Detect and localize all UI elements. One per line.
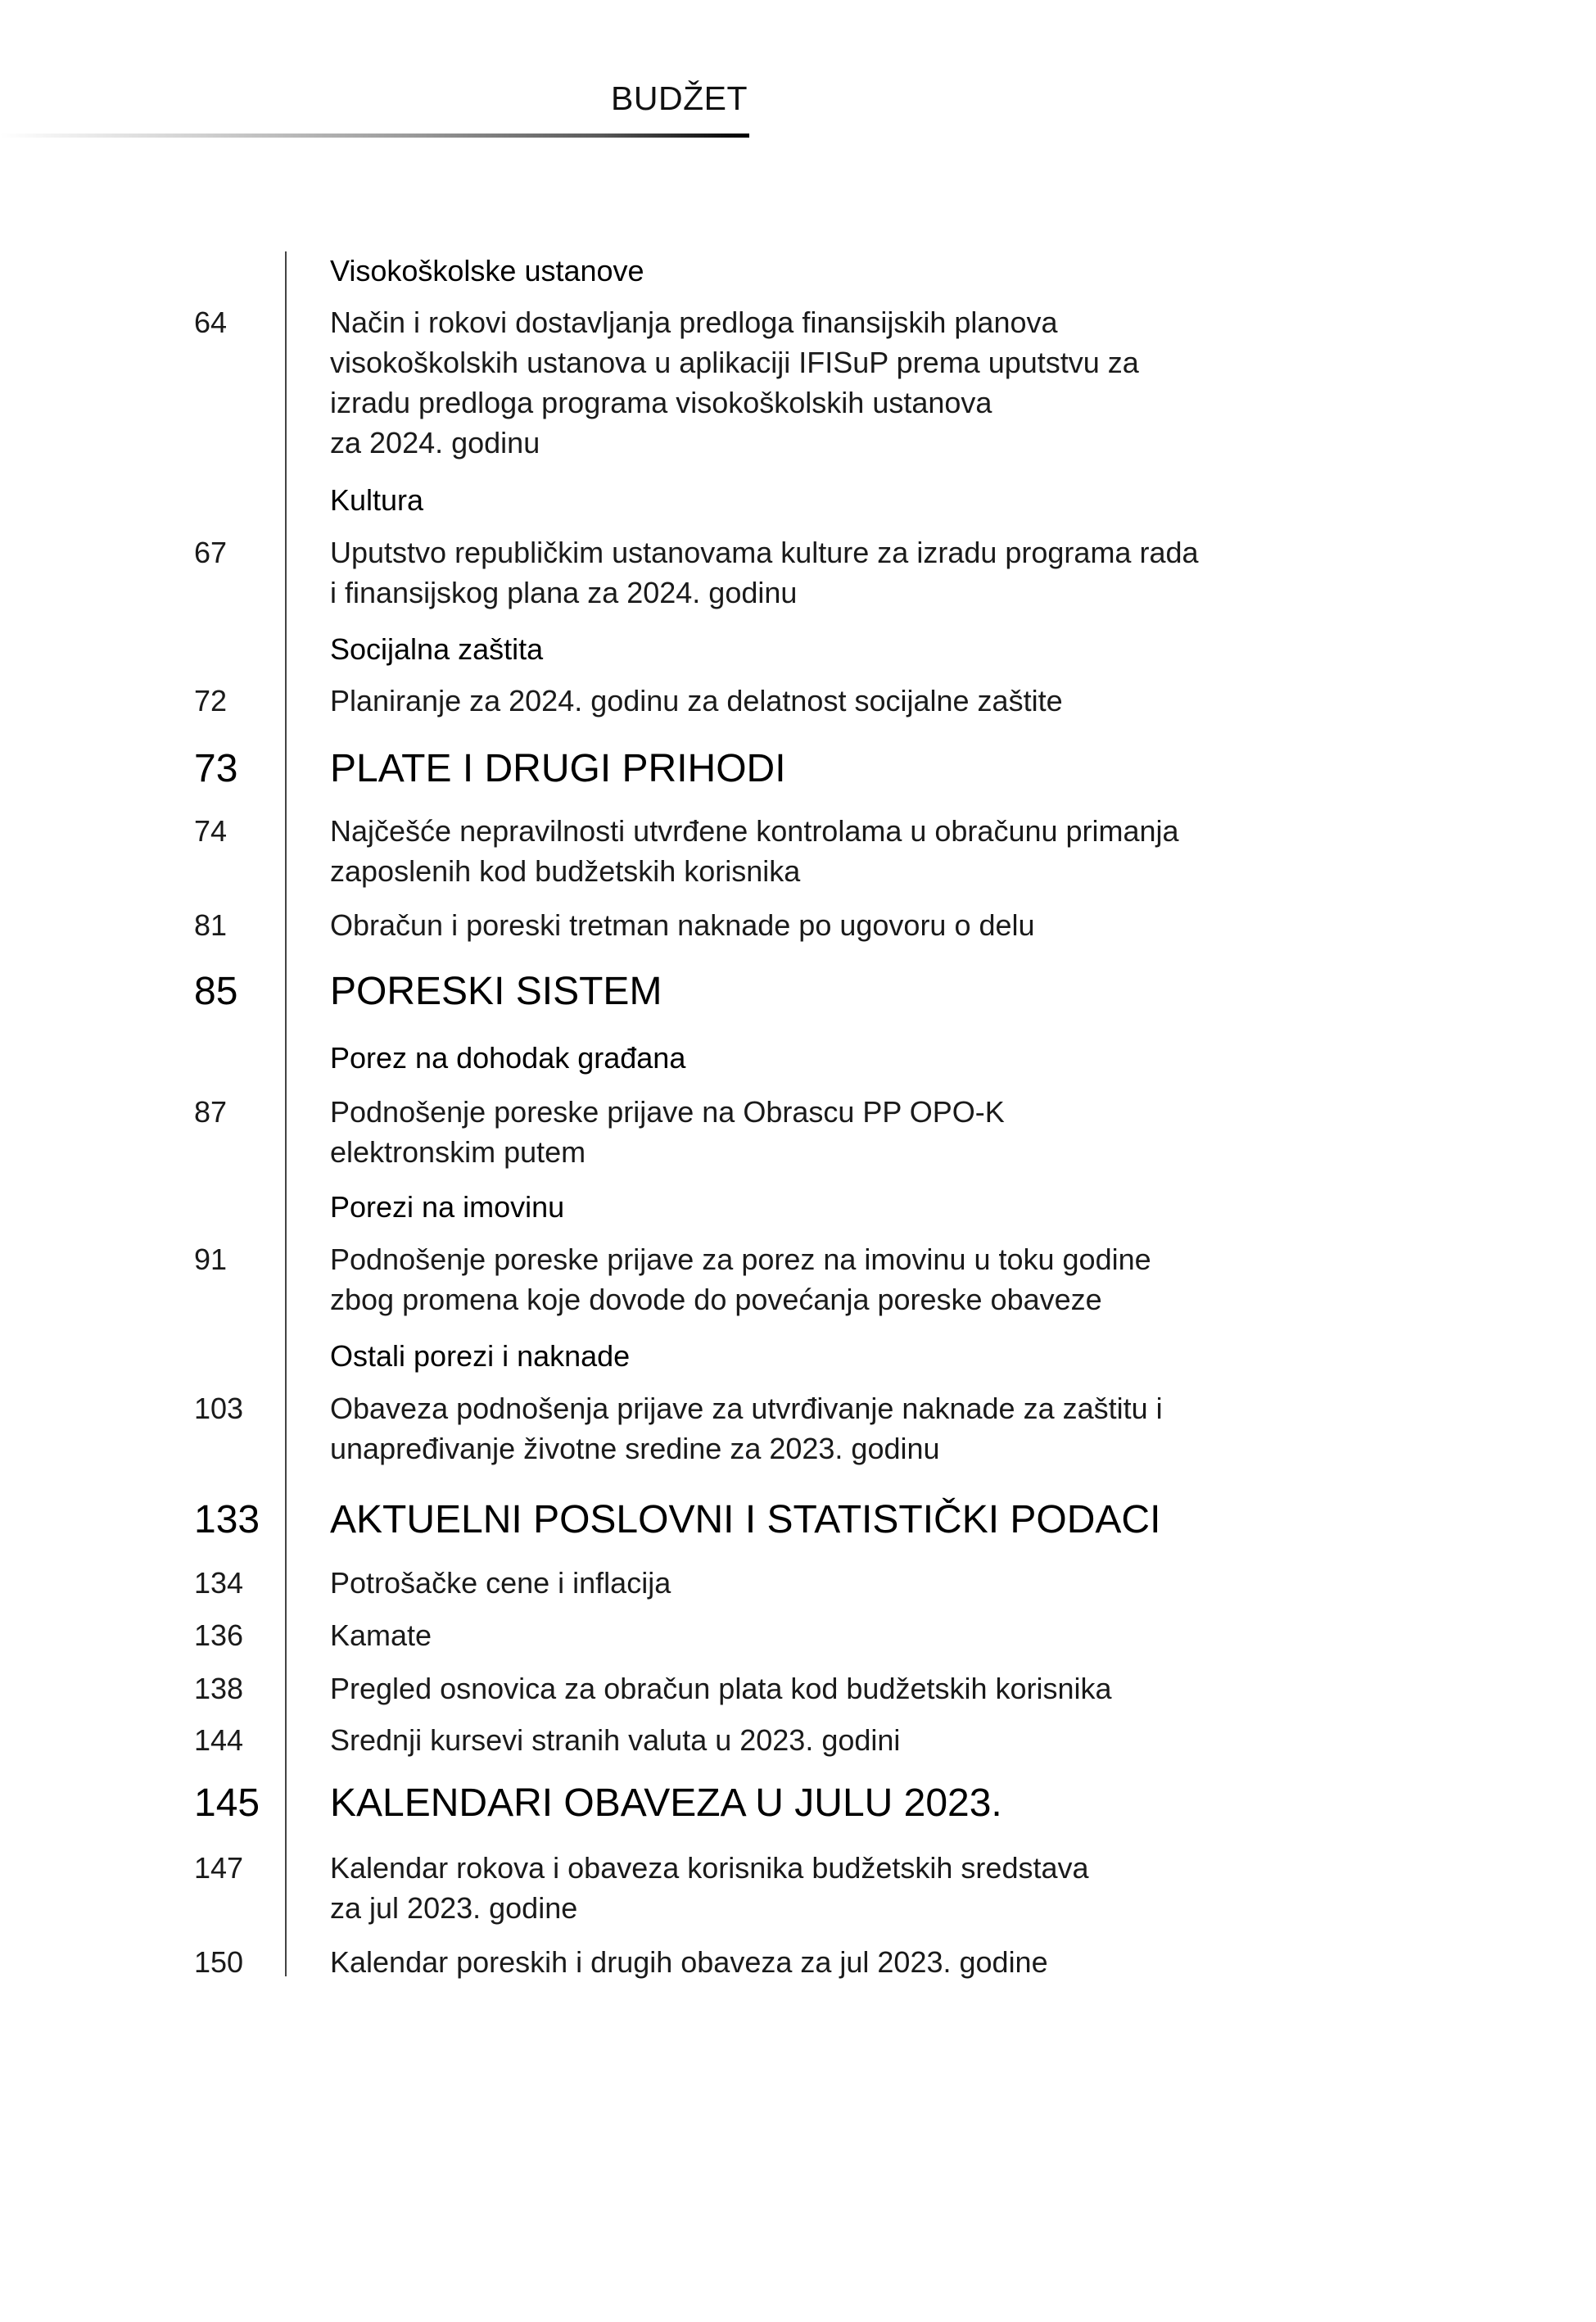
toc-section-title: Porez na dohodak građana: [330, 1041, 686, 1075]
toc-section-title: Visokoškolske ustanove: [330, 254, 644, 287]
toc-entry-title[interactable]: Planiranje za 2024. godinu za delatnost socijalne zaštite: [330, 684, 1063, 717]
toc-section-title: Socijalna zaštita: [330, 632, 544, 666]
toc-page-number: 103: [194, 1392, 244, 1425]
toc-page-number: 67: [194, 536, 228, 569]
toc-chapter-title[interactable]: PORESKI SISTEM: [330, 970, 662, 1013]
toc-entry-title[interactable]: Obaveza podnošenja prijave za utvrđivanje naknade za zaštitu i unapređivanje životne sredine za 2023. godinu: [330, 1392, 1163, 1465]
toc-page-number: 74: [194, 814, 228, 848]
toc-entry-title[interactable]: Način i rokovi dostavljanja predloga finansijskih planova visokoškolskih ustanova u aplikaciji IFISuP prema uputstvu za izradu predloga programa visokoškolskih ustanova za 2024. godinu: [330, 306, 1139, 459]
toc-page-number: 147: [194, 1851, 244, 1885]
toc-section-title: Ostali porezi i naknade: [330, 1339, 631, 1373]
toc-chapter-title[interactable]: PLATE I DRUGI PRIHODI: [330, 747, 786, 790]
toc-entry-title[interactable]: Obračun i poreski tretman naknade po ugovoru o delu: [330, 908, 1035, 942]
running-title: BUDŽET: [611, 79, 748, 117]
toc-entry-title[interactable]: Kalendar rokova i obaveza korisnika budžetskih sredstava za jul 2023. godine: [330, 1851, 1089, 1925]
toc-section-title: Porezi na imovinu: [330, 1190, 565, 1224]
toc-page-number: 87: [194, 1095, 228, 1129]
toc-section-title: Kultura: [330, 483, 424, 517]
toc-chapter-page-number: 73: [194, 747, 238, 790]
toc-entry-title[interactable]: Podnošenje poreske prijave na Obrascu PP OPO-K elektronskim putem: [330, 1095, 1005, 1169]
toc-entry-title[interactable]: Srednji kursevi stranih valuta u 2023. godini: [330, 1723, 901, 1757]
toc-page-number: 72: [194, 684, 228, 717]
toc-entry-title[interactable]: Kamate: [330, 1618, 432, 1652]
toc-chapter-title[interactable]: KALENDARI OBAVEZA U JULU 2023.: [330, 1781, 1002, 1825]
toc-page-number: 150: [194, 1945, 244, 1979]
toc-page-number: 136: [194, 1618, 244, 1652]
toc-entry-title[interactable]: Kalendar poreskih i drugih obaveza za jul 2023. godine: [330, 1945, 1048, 1979]
toc-chapter-page-number: 145: [194, 1781, 260, 1825]
toc-page-number: 91: [194, 1242, 228, 1276]
toc-page-number: 81: [194, 908, 228, 942]
toc-chapter-page-number: 133: [194, 1498, 260, 1541]
toc-chapter-title[interactable]: AKTUELNI POSLOVNI I STATISTIČKI PODACI: [330, 1498, 1161, 1541]
toc-page-number: 64: [194, 306, 228, 339]
toc-entry-title[interactable]: Pregled osnovica za obračun plata kod budžetskih korisnika: [330, 1672, 1112, 1705]
toc-column-divider: [285, 251, 287, 1976]
toc-entry-title[interactable]: Podnošenje poreske prijave za porez na imovinu u toku godine zbog promena koje dovode do povećanja poreske obaveze: [330, 1242, 1151, 1316]
toc-entry-title[interactable]: Uputstvo republičkim ustanovama kulture za izradu programa rada i finansijskog plana za 2024. godinu: [330, 536, 1199, 609]
toc-page-number: 138: [194, 1672, 244, 1705]
toc-chapter-page-number: 85: [194, 970, 238, 1013]
toc-page-number: 144: [194, 1723, 244, 1757]
toc-entry-title[interactable]: Potrošačke cene i inflacija: [330, 1566, 671, 1600]
toc-entry-title[interactable]: Najčešće nepravilnosti utvrđene kontrolama u obračunu primanja zaposlenih kod budžetskih korisnika: [330, 814, 1179, 888]
toc-page-number: 134: [194, 1566, 244, 1600]
